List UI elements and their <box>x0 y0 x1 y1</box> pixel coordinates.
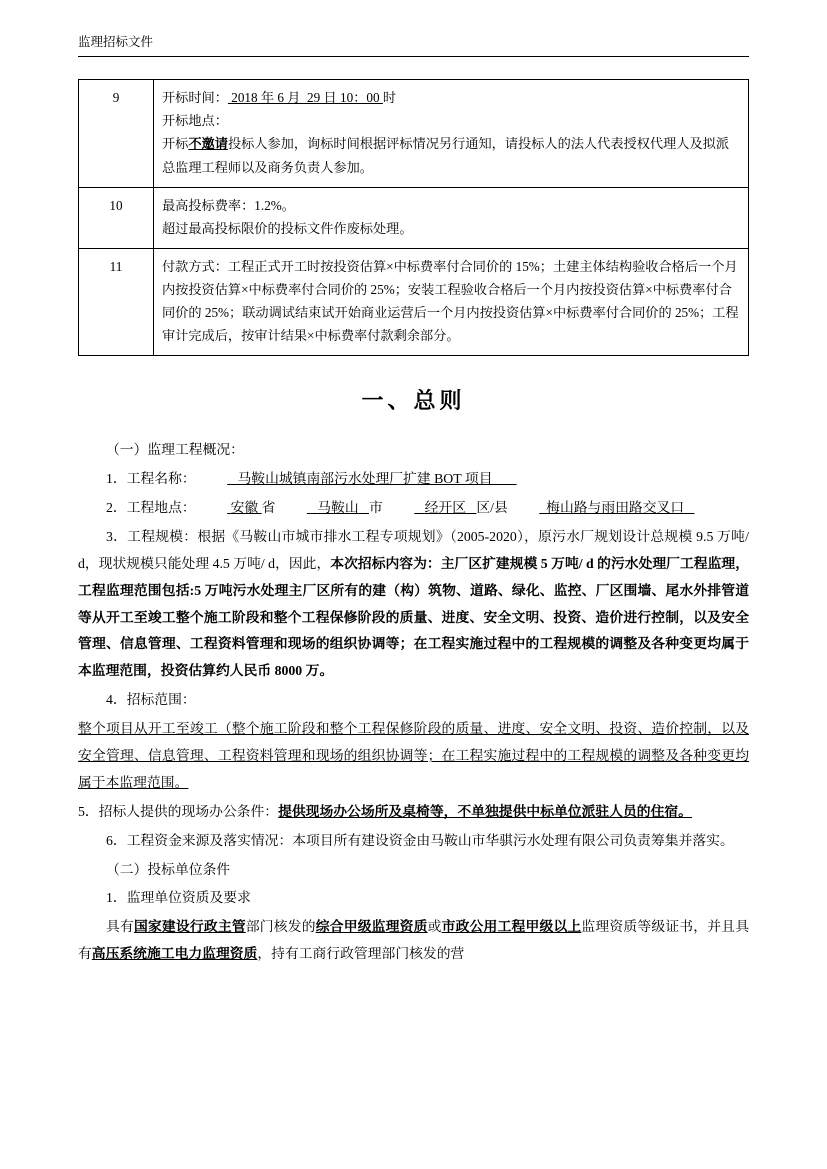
location-province-unit: 省 <box>261 499 276 515</box>
bid-scope-underlined: 整个项目从开工至竣工（整个施工阶段和整个工程保修阶段的质量、进度、安全文明、投资、造价控制，以及安全管理、信息管理、工程资料管理和现场的组织协调等；在工程实施过程中的工程规模的调整及各种变更均属于本监理范围。 <box>78 721 749 790</box>
qual-part-1: 具有 <box>106 919 134 935</box>
location-district-unit: 区/县 <box>476 499 508 515</box>
office-condition-value: 提供现场办公场所及桌椅等，不单独提供中标单位派驻人员的住宿。 <box>278 803 692 819</box>
qualification-label: 1．监理单位资质及要求 <box>106 890 251 906</box>
location-district: 经开区 <box>424 499 466 515</box>
location-province: 安徽 <box>230 499 259 515</box>
max-rate-line: 最高投标费率：1.2%。 <box>162 197 295 213</box>
office-condition-line <box>78 799 749 826</box>
qual-part-9: ，持有工商行政管理部门核发的营 <box>257 946 465 962</box>
qual-part-3: 部门核发的 <box>245 919 316 935</box>
project-location-line <box>78 495 749 522</box>
bid-scope-text <box>78 716 749 797</box>
subsection-heading-1: （一）监理工程概况： <box>106 442 244 458</box>
qual-part-7: 监理资质等级证书，并且具有 <box>78 919 750 962</box>
section-title: 一、总则 <box>361 388 466 414</box>
bid-open-note: 开标不邀请投标人参加，询标时间根据评标情况另行通知，请投标人的法人代表授权代理人及拟派总监理工程师以及商务负责人参加。 <box>162 136 730 175</box>
qual-grade-b: 市政公用工程甲级以上 <box>441 919 582 935</box>
row-index: 10 <box>79 187 154 248</box>
row-index: 9 <box>79 80 154 187</box>
office-condition-label: 5．招标人提供的现场办公条件： <box>78 803 279 819</box>
project-scale-paragraph <box>78 524 749 685</box>
project-location-label: 2．工程地点： <box>106 499 196 515</box>
bid-open-time: 开标时间： 2018 年 6 月 29 日 10：00 时 <box>162 90 397 106</box>
funding-source-text: 本项目所有建设资金由马鞍山市华骐污水处理有限公司负责筹集并落实。 <box>292 832 734 848</box>
qual-or: 或 <box>427 919 442 935</box>
qualification-text <box>78 914 749 968</box>
page-header <box>78 34 749 57</box>
project-name-label: 1．工程名称： <box>106 471 196 487</box>
row-content <box>154 187 749 248</box>
table-row <box>79 248 749 355</box>
qual-grade-a: 综合甲级监理资质 <box>315 919 428 935</box>
terms-table <box>78 79 749 356</box>
project-scale-text-bold: 本次招标内容为：主厂区扩建规模 5 万吨/ d 的污水处理厂工程监理，工程监理范围包括:5 万吨污水处理主厂区所有的建（构）筑物、道路、绿化、监控、厂区围墙、尾水外排管道等从开工至竣工整个施工阶段和整个工程保修阶段的质量、进度、安全文明、投资、造价进行控制，以及安全管理、信息管理、工程资料管理和现场的组织协调等；在工程实施过程中的工程规模的调整及各种变更均属于本监理范围，投资估算约人民币 8000 万。 <box>78 555 749 679</box>
project-name-value: 马鞍山城镇南部污水处理厂扩建 BOT 项目 <box>237 471 493 487</box>
funding-source-label: 6．工程资金来源及落实情况： <box>106 832 293 848</box>
max-rate-note: 超过最高投标限价的投标文件作废标处理。 <box>162 220 413 236</box>
qual-electric: 高压系统施工电力监理资质 <box>91 946 258 962</box>
location-address: 梅山路与雨田路交叉口 <box>546 499 685 515</box>
row-content <box>154 80 749 187</box>
table-row <box>79 187 749 248</box>
location-city-unit: 市 <box>369 499 383 515</box>
qual-authority: 国家建设行政主管 <box>133 919 246 935</box>
row-content <box>154 248 749 355</box>
funding-source-line <box>78 828 749 855</box>
project-scale-label: 3．工程规模： <box>106 528 198 544</box>
table-row <box>79 80 749 187</box>
location-city: 马鞍山 <box>317 499 359 515</box>
running-title: 监理招标文件 <box>78 35 154 49</box>
bid-open-place: 开标地点： <box>162 113 228 129</box>
bid-scope-label-line: 4．招标范围： <box>106 692 196 708</box>
project-name-line <box>78 466 749 493</box>
row-index: 11 <box>79 248 154 355</box>
subsection-heading-2: （二）投标单位条件 <box>106 861 231 877</box>
project-scale-text: 根据《马鞍山市城市排水工程专项规划》（2005-2020），原污水厂规划设计总规模 9.5 万吨/ d，现状规模只能处理 4.5 万吨/ d，因此， <box>78 528 749 571</box>
payment-terms: 付款方式：工程正式开工时按投资估算×中标费率付合同价的 15%；土建主体结构验收合格后一个月内按投资估算×中标费率付合同价的 25%；安装工程验收合格后一个月内按投资估算×中标费率付合同价的 25%；联动调试结束试开始商业运营后一个月内按投资估算×中标费率付合同价的 25%；工程审计完成后，按审计结果×中标费率付款剩余部分。 <box>162 258 739 344</box>
